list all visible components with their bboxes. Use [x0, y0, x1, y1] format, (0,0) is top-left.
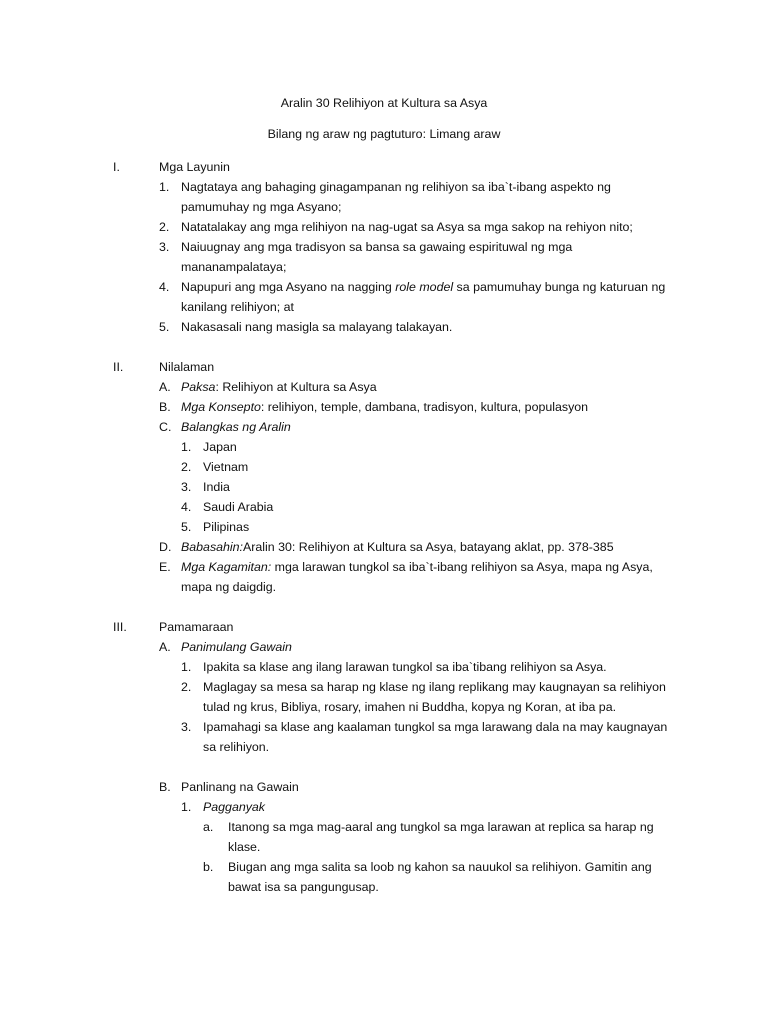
objective-2-number: 2. — [159, 220, 170, 234]
country-1-name: Japan — [203, 440, 237, 454]
intro-step-3-text: Ipamahagi sa klase ang kaalaman tungkol sa mga larawang dala na may kaugnayan — [203, 720, 668, 734]
objective-4-text — [181, 277, 691, 297]
objective-4-text-a: Napupuri ang mga Asyano na nagging — [181, 280, 396, 294]
section-3-title: Pamamaraan — [159, 620, 234, 634]
objective-4-text-b: sa pamumuhay bunga ng katuruan ng — [453, 280, 666, 294]
country-1-number: 1. — [181, 440, 192, 454]
content-e-label: Mga Kagamitan: — [181, 560, 272, 574]
lesson-title: Aralin 30 Relihiyon at Kultura sa Asya — [280, 96, 488, 110]
content-b-label: Mga Konsepto — [181, 400, 261, 414]
content-d-text — [181, 537, 691, 557]
motivation-b-cont: bawat isa sa pangungusap. — [228, 880, 379, 894]
objective-1-cont: pamumuhay ng mga Asyano; — [181, 200, 342, 214]
section-1-number: I. — [113, 160, 120, 174]
intro-step-1-number: 1. — [181, 660, 192, 674]
content-b-value: : relihiyon, temple, dambana, tradisyon, kultura, populasyon — [260, 400, 589, 414]
motivation-label-text: Pagganyak — [203, 800, 266, 814]
content-a-text — [181, 377, 691, 397]
section-2-number: II. — [113, 360, 124, 374]
country-3-name: India — [203, 480, 230, 494]
content-e-text — [181, 557, 691, 577]
content-d-value: Aralin 30: Relihiyon at Kultura sa Asya, batayang aklat, pp. 378-385 — [243, 540, 614, 554]
country-4-number: 4. — [181, 500, 192, 514]
procedure-a-label-text: Panimulang Gawain — [181, 640, 292, 654]
lesson-duration: Bilang ng araw ng pagtuturo: Limang araw — [267, 127, 501, 141]
procedure-b-label: Panlinang na Gawain — [181, 780, 299, 794]
objective-3-number: 3. — [159, 240, 170, 254]
content-d-number: D. — [159, 540, 172, 554]
section-2-title: Nilalaman — [159, 360, 215, 374]
objective-5-text: Nakasasali nang masigla sa malayang talakayan. — [181, 320, 453, 334]
country-2-name: Vietnam — [203, 460, 249, 474]
objective-3-text: Naiuugnay ang mga tradisyon sa bansa sa gawaing espirituwal ng mga — [181, 240, 573, 254]
section-1-title: Mga Layunin — [159, 160, 230, 174]
motivation-b-number: b. — [203, 860, 214, 874]
procedure-a-number: A. — [159, 640, 171, 654]
motivation-label — [203, 797, 683, 817]
procedure-a-label — [181, 637, 691, 657]
motivation-number: 1. — [181, 800, 192, 814]
content-d-label: Babasahin: — [181, 540, 244, 554]
intro-step-2-cont: tulad ng krus, Bibliya, rosary, imahen ni Buddha, kopya ng Koran, at iba pa. — [203, 700, 617, 714]
content-c-number: C. — [159, 420, 172, 434]
content-e-value: mga larawan tungkol sa iba`t-ibang relihiyon sa Asya, mapa ng Asya, — [271, 560, 653, 574]
content-c-label: Balangkas ng Aralin — [181, 420, 291, 434]
intro-step-1-text: Ipakita sa klase ang ilang larawan tungkol sa iba`tibang relihiyon sa Asya. — [203, 660, 607, 674]
content-a-value: : Relihiyon at Kultura sa Asya — [215, 380, 377, 394]
country-3-number: 3. — [181, 480, 192, 494]
country-2-number: 2. — [181, 460, 192, 474]
motivation-a-text: Itanong sa mga mag-aaral ang tungkol sa mga larawan at replica sa harap ng — [228, 820, 654, 834]
objective-4-emphasis: role model — [395, 280, 454, 294]
country-5-number: 5. — [181, 520, 192, 534]
section-3-number: III. — [113, 620, 127, 634]
content-e-number: E. — [159, 560, 171, 574]
content-c-text — [181, 417, 691, 437]
objective-5-number: 5. — [159, 320, 170, 334]
objective-1-text: Nagtataya ang bahaging ginagampanan ng relihiyon sa iba`t-ibang aspekto ng — [181, 180, 611, 194]
content-b-text — [181, 397, 691, 417]
content-e-cont: mapa ng daigdig. — [181, 580, 277, 594]
motivation-b-text: Biugan ang mga salita sa loob ng kahon sa nauukol sa relihiyon. Gamitin ang — [228, 860, 652, 874]
content-a-label: Paksa — [181, 380, 216, 394]
objective-4-number: 4. — [159, 280, 170, 294]
motivation-a-cont: klase. — [228, 840, 261, 854]
intro-step-2-text: Maglagay sa mesa sa harap ng klase ng ilang replikang may kaugnayan sa relihiyon — [203, 680, 666, 694]
objective-4-cont: kanilang relihiyon; at — [181, 300, 294, 314]
objective-3-cont: mananampalataya; — [181, 260, 287, 274]
country-4-name: Saudi Arabia — [203, 500, 274, 514]
country-5-name: Pilipinas — [203, 520, 250, 534]
objective-1-number: 1. — [159, 180, 170, 194]
procedure-b-number: B. — [159, 780, 171, 794]
intro-step-3-cont: sa relihiyon. — [203, 740, 270, 754]
content-b-number: B. — [159, 400, 171, 414]
objective-2-text: Natatalakay ang mga relihiyon na nag-ugat sa Asya sa mga sakop na rehiyon nito; — [181, 220, 633, 234]
motivation-a-number: a. — [203, 820, 214, 834]
intro-step-3-number: 3. — [181, 720, 192, 734]
content-a-number: A. — [159, 380, 171, 394]
intro-step-2-number: 2. — [181, 680, 192, 694]
